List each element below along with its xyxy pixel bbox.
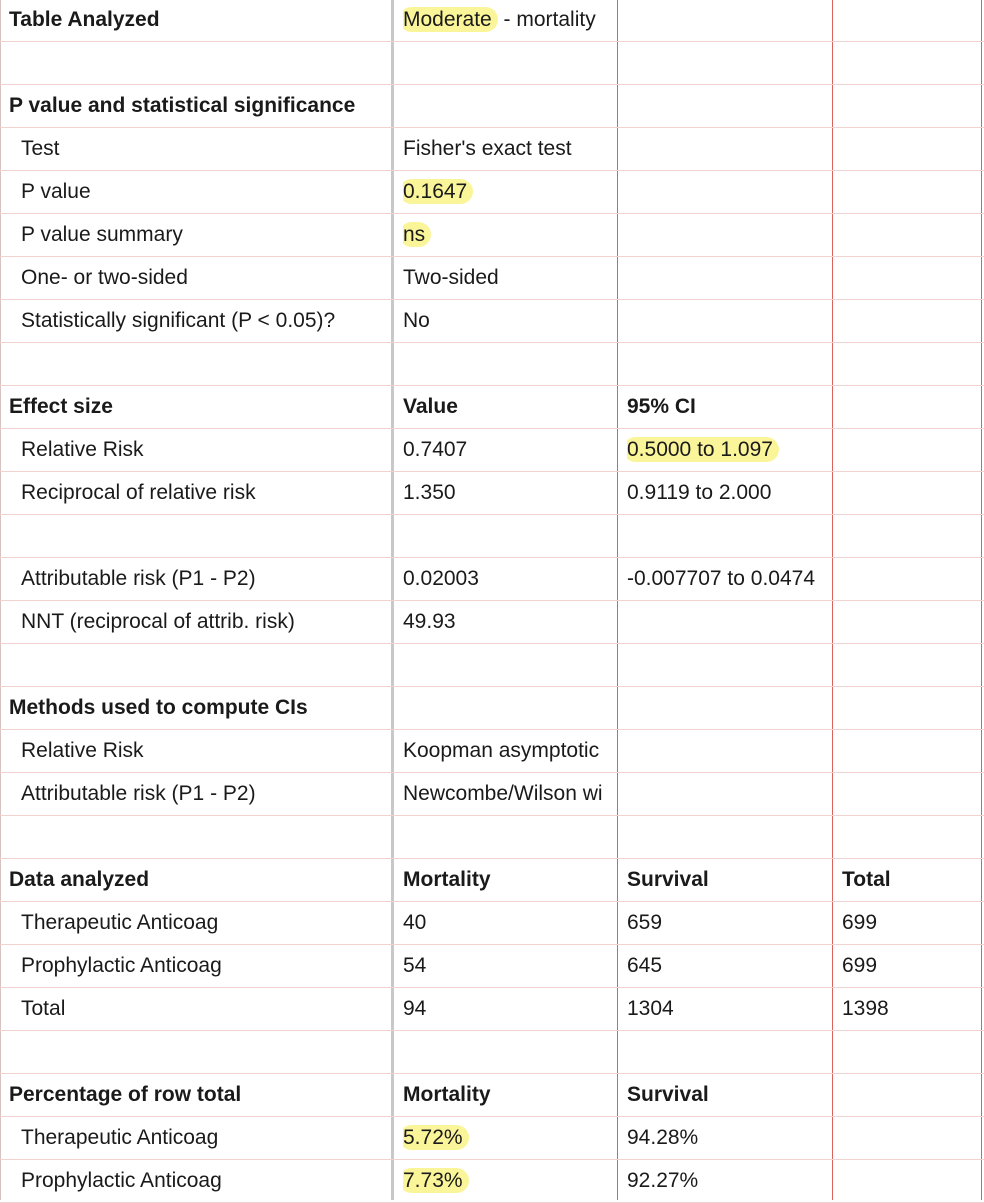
table-cell[interactable] [627,687,829,729]
cell-text: Reciprocal of relative risk [21,481,256,504]
table-cell[interactable] [627,773,829,815]
table-cell[interactable] [403,429,615,471]
cell-text: Mortality [403,1083,491,1106]
table-row [0,644,984,687]
highlighted-value: 0.1647 [403,179,473,204]
table-cell[interactable] [842,1160,980,1202]
table-cell[interactable] [403,601,615,643]
table-cell[interactable] [403,128,615,170]
table-cell[interactable] [842,1074,980,1116]
cell-text: 0.9119 to 2.000 [627,481,772,504]
table-cell[interactable] [9,515,389,557]
cell-text: Data analyzed [9,868,150,891]
table-cell[interactable] [842,773,980,815]
table-cell[interactable] [403,773,615,815]
table-cell[interactable] [403,859,615,901]
cell-text: 94.28% [627,1126,699,1149]
table-cell[interactable] [627,515,829,557]
table-row [0,601,984,644]
highlighted-value: 7.73% [403,1168,469,1193]
table-cell[interactable] [842,687,980,729]
table-cell[interactable] [21,773,389,815]
cell-text: - mortality [497,8,596,31]
table-row [0,386,984,429]
table-row [0,85,984,128]
table-cell[interactable] [403,214,615,256]
table-row [0,945,984,988]
table-cell[interactable] [403,42,615,84]
table-cell[interactable] [403,1117,615,1159]
cell-text: 1304 [627,997,674,1020]
cell-text: NNT (reciprocal of attrib. risk) [21,610,295,633]
table-cell[interactable] [9,1031,389,1073]
table-cell[interactable] [21,128,389,170]
cell-text: P value and statistical significance [9,94,356,117]
table-cell[interactable] [627,816,829,858]
table-cell[interactable] [627,128,829,170]
table-cell[interactable] [842,0,980,41]
table-cell[interactable] [21,472,389,514]
cell-text: Attributable risk (P1 - P2) [21,782,256,805]
table-row [0,0,984,42]
table-cell[interactable] [842,429,980,471]
table-cell[interactable] [842,386,980,428]
table-cell[interactable] [842,730,980,772]
table-cell[interactable] [627,300,829,342]
cell-text: Newcombe/Wilson wi [403,782,603,805]
table-cell[interactable] [9,859,389,901]
cell-text: Prophylactic Anticoag [21,954,222,977]
table-row [0,988,984,1031]
table-cell[interactable] [627,988,829,1030]
highlighted-value: 5.72% [403,1125,469,1150]
cell-text: Therapeutic Anticoag [21,1126,219,1149]
table-cell[interactable] [9,386,389,428]
table-cell[interactable] [627,85,829,127]
cell-text: Table Analyzed [9,8,160,31]
table-cell[interactable] [627,558,829,600]
table-cell[interactable] [842,257,980,299]
table-cell[interactable] [403,343,615,385]
table-cell[interactable] [21,945,389,987]
table-row [0,42,984,85]
cell-text: No [403,309,430,332]
table-cell[interactable] [403,300,615,342]
table-cell[interactable] [627,1074,829,1116]
table-cell[interactable] [21,257,389,299]
cell-text: Two-sided [403,266,499,289]
cell-text: 0.7407 [403,438,468,461]
cell-text: Survival [627,868,709,891]
table-cell[interactable] [21,1117,389,1159]
table-cell[interactable] [403,644,615,686]
table-cell[interactable] [9,42,389,84]
table-row [0,515,984,558]
table-cell[interactable] [627,1031,829,1073]
cell-text: 699 [842,911,878,934]
table-cell[interactable] [627,0,829,41]
cell-text: Test [21,137,60,160]
table-cell[interactable] [21,730,389,772]
cell-text: Fisher's exact test [403,137,572,160]
cell-text: 94 [403,997,427,1020]
cell-text: Statistically significant (P < 0.05)? [21,309,336,332]
cell-text: 699 [842,954,878,977]
table-cell[interactable] [627,472,829,514]
table-cell[interactable] [403,472,615,514]
cell-text: Percentage of row total [9,1083,242,1106]
table-row [0,1031,984,1074]
table-cell[interactable] [9,1074,389,1116]
cell-text: P value [21,180,91,203]
cell-text: Koopman asymptotic [403,739,600,762]
table-cell[interactable] [403,257,615,299]
table-row [0,773,984,816]
table-row [0,128,984,171]
table-cell[interactable] [21,429,389,471]
table-cell[interactable] [842,128,980,170]
highlighted-value: ns [403,222,431,247]
table-row [0,429,984,472]
table-cell[interactable] [842,1031,980,1073]
table-cell[interactable] [627,859,829,901]
table-cell[interactable] [842,988,980,1030]
table-cell[interactable] [9,343,389,385]
cell-text: One- or two-sided [21,266,188,289]
table-row [0,257,984,300]
cell-text: Therapeutic Anticoag [21,911,219,934]
table-cell[interactable] [21,214,389,256]
table-cell[interactable] [403,515,615,557]
highlighted-value: 0.5000 to 1.097 [627,437,779,462]
table-cell[interactable] [627,730,829,772]
table-cell[interactable] [627,429,829,471]
table-cell[interactable] [21,558,389,600]
table-cell[interactable] [842,945,980,987]
cell-text: 40 [403,911,427,934]
table-cell[interactable] [9,644,389,686]
table-cell[interactable] [627,214,829,256]
cell-text: Relative Risk [21,739,144,762]
table-cell[interactable] [627,644,829,686]
table-cell[interactable] [627,386,829,428]
table-cell[interactable] [21,988,389,1030]
table-row [0,816,984,859]
table-cell[interactable] [403,988,615,1030]
cell-text: 659 [627,911,663,934]
table-cell[interactable] [842,644,980,686]
cell-text: 92.27% [627,1169,699,1192]
table-row [0,171,984,214]
table-row [0,1117,984,1160]
table-cell[interactable] [842,515,980,557]
table-cell[interactable] [21,300,389,342]
table-row [0,1074,984,1117]
table-cell[interactable] [842,343,980,385]
table-cell[interactable] [627,171,829,213]
table-cell[interactable] [21,171,389,213]
table-cell[interactable] [403,1074,615,1116]
table-cell[interactable] [9,0,389,41]
table-cell[interactable] [627,1117,829,1159]
cell-text: 0.02003 [403,567,479,590]
cell-text: Value [403,395,458,418]
cell-text: Prophylactic Anticoag [21,1169,222,1192]
table-cell[interactable] [21,1160,389,1202]
cell-text: 54 [403,954,427,977]
table-cell[interactable] [21,902,389,944]
table-cell[interactable] [842,42,980,84]
table-row [0,730,984,773]
cell-text: Mortality [403,868,491,891]
cell-text: P value summary [21,223,183,246]
cell-text: Total [842,868,891,891]
table-cell[interactable] [842,214,980,256]
cell-text: Total [21,997,66,1020]
table-cell[interactable] [627,42,829,84]
cell-text: 49.93 [403,610,456,633]
table-row [0,1160,984,1203]
cell-text: 95% CI [627,395,696,418]
table-row [0,687,984,730]
table-cell[interactable] [627,343,829,385]
table-row [0,214,984,257]
cell-text: Survival [627,1083,709,1106]
table-row [0,902,984,945]
table-cell[interactable] [842,558,980,600]
table-cell[interactable] [842,1117,980,1159]
table-row [0,859,984,902]
table-cell[interactable] [403,0,615,41]
table-cell[interactable] [627,257,829,299]
table-cell[interactable] [842,300,980,342]
table-cell[interactable] [403,85,615,127]
cell-text: Methods used to compute CIs [9,696,308,719]
table-cell[interactable] [9,687,389,729]
cell-text: Relative Risk [21,438,144,461]
table-cell[interactable] [403,558,615,600]
cell-text: Effect size [9,395,113,418]
table-row [0,300,984,343]
cell-text: 645 [627,954,663,977]
table-cell[interactable] [627,945,829,987]
cell-text: Attributable risk (P1 - P2) [21,567,256,590]
table-cell[interactable] [842,171,980,213]
table-cell[interactable] [403,945,615,987]
table-cell[interactable] [21,601,389,643]
table-cell[interactable] [627,1160,829,1202]
highlighted-value: Moderate [403,7,498,32]
table-cell[interactable] [403,816,615,858]
cell-text: -0.007707 to 0.0474 [627,567,815,590]
table-cell[interactable] [403,1031,615,1073]
table-cell[interactable] [627,902,829,944]
table-cell[interactable] [627,601,829,643]
cell-text: 1.350 [403,481,456,504]
table-cell[interactable] [403,171,615,213]
table-row [0,558,984,601]
table-cell[interactable] [9,816,389,858]
table-row [0,472,984,515]
table-cell[interactable] [403,902,615,944]
table-cell[interactable] [842,859,980,901]
table-cell[interactable] [403,687,615,729]
table-cell[interactable] [9,85,389,127]
table-cell[interactable] [842,816,980,858]
table-cell[interactable] [403,1160,615,1202]
table-cell[interactable] [842,472,980,514]
table-row [0,343,984,386]
table-cell[interactable] [403,730,615,772]
table-cell[interactable] [842,902,980,944]
table-cell[interactable] [842,85,980,127]
cell-text: 1398 [842,997,889,1020]
table-cell[interactable] [842,601,980,643]
table-cell[interactable] [403,386,615,428]
